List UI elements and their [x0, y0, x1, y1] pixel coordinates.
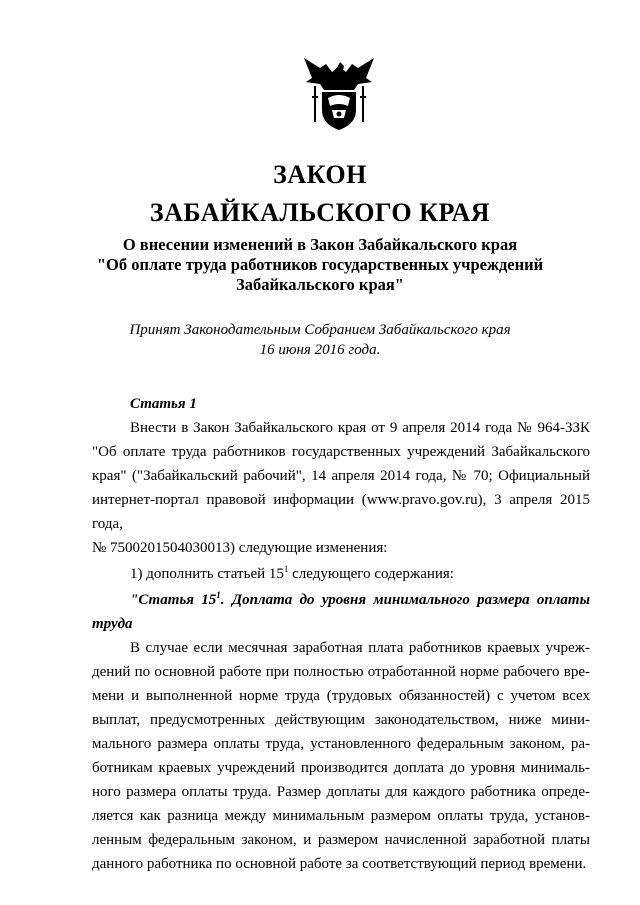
text-line: интернет-портал правовой информации (www.pravo.gov.ru), 3 апреля 2015 года,	[92, 492, 590, 532]
law-region-title: ЗАБАЙКАЛЬСКОГО КРАЯ	[149, 198, 491, 227]
text-line: ленным федеральным законом, и размером начисленной заработной платы	[92, 832, 590, 848]
article-heading: Статья 1	[130, 396, 197, 412]
text-line: В случае если месячная заработная плата работников краевых учреж-	[130, 640, 590, 656]
superscript: 1	[216, 590, 221, 600]
subtitle-line: "Об оплате труда работников государственных учреждений	[96, 255, 544, 274]
subtitle-line: О внесении изменений в Закон Забайкальского края	[122, 235, 518, 254]
text-line: выплат, предусмотренных действующим законодательством, ниже мини-	[92, 712, 590, 728]
adoption-line: Принят Законодательным Собранием Забайкальского края	[129, 322, 511, 338]
coat-of-arms-emblem	[300, 52, 378, 132]
adoption-date: 16 июня 2016 года.	[259, 342, 381, 358]
amendment-item	[92, 562, 590, 586]
law-subtitle	[0, 235, 640, 295]
item-text: следующего содержания:	[288, 566, 454, 582]
new-article-title-cont: труда	[92, 616, 133, 632]
text-line: ботникам краевых учреждений производится доплата до уровня минималь-	[92, 760, 590, 776]
text-line: мального размера оплаты труда, установленного федеральным законом, ра-	[92, 736, 590, 752]
text-line: Внести в Закон Забайкальского края от 9 апреля 2014 года № 964-ЗЗК	[130, 420, 590, 436]
text-line: № 7500201504030013) следующие изменения:	[92, 540, 388, 556]
item-text: 1) дополнить статьей 15	[130, 566, 284, 582]
superscript: 1	[283, 564, 289, 574]
new-article-heading	[92, 588, 590, 612]
subtitle-line: Забайкальского края"	[236, 275, 404, 294]
new-article-number: "Статья 15	[130, 592, 217, 608]
text-line: "Об оплате труда работников государственных учреждений Забайкальского	[92, 444, 590, 460]
adoption-note	[0, 320, 640, 360]
new-article-title: . Доплата до уровня минимального размера оплаты	[220, 592, 591, 608]
law-title: ЗАКОН	[273, 160, 367, 189]
text-line: края" ("Забайкальский рабочий", 14 апреля 2014 года, № 70; Официальный	[92, 468, 590, 484]
text-line: ного размера оплаты труда. Размер доплаты для каждого работника опреде-	[92, 784, 590, 800]
article-body	[92, 392, 590, 876]
text-line: дений по основной работе при полностью отработанной норме рабочего вре-	[92, 664, 590, 680]
text-line: ляется как разница между минимальным размером оплаты труда, установ-	[92, 808, 590, 824]
text-line: мени и выполненной норме труда (трудовых обязанностей) с учетом всех	[92, 688, 590, 704]
article-paragraph-1	[92, 416, 590, 440]
text-line: данного работника по основной работе за соответствующий период времени.	[92, 856, 587, 872]
article-paragraph-2	[92, 636, 590, 876]
